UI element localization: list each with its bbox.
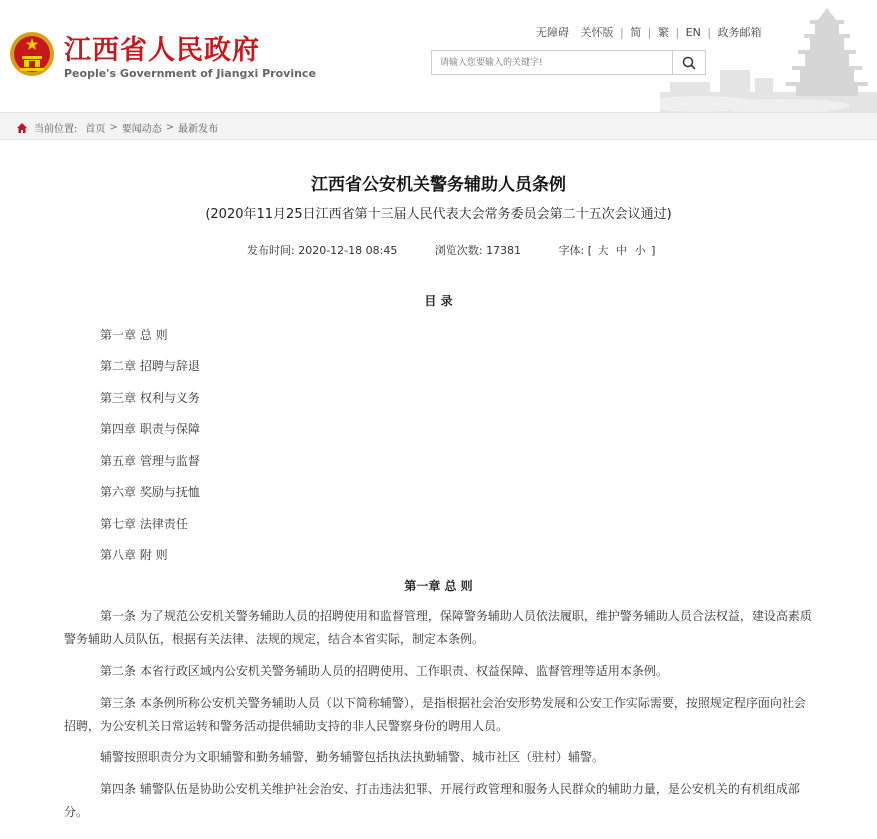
article-paragraph: 第二条 本省行政区域内公安机关警务辅助人员的招聘使用、工作职责、权益保障、监督管理等适用本条例。: [100, 664, 668, 678]
toc-item: 第四章 职责与保障: [100, 422, 200, 436]
separator: |: [620, 26, 624, 39]
search-button[interactable]: [672, 51, 705, 74]
traditional-chinese-link[interactable]: 繁: [657, 26, 669, 39]
article-paragraph: 辅警按照职责分为文职辅警和勤务辅警，勤务辅警包括执法执勤辅警、城市社区（驻村）辅警。: [100, 750, 605, 764]
view-count-label: 浏览次数:: [434, 244, 483, 257]
search-icon: [682, 56, 696, 70]
toc-item: 第六章 奖励与抚恤: [100, 485, 200, 499]
breadcrumb: [16, 120, 218, 135]
site-subtitle: People's Government of Jiangxi Province: [64, 67, 316, 80]
font-medium-button[interactable]: 中: [616, 244, 628, 257]
toc-item: 第七章 法律责任: [100, 517, 188, 531]
toc-heading: 目 录: [424, 294, 453, 308]
government-mail-link[interactable]: 政务邮箱: [717, 26, 762, 39]
toc-item: 第一章 总 则: [100, 328, 168, 342]
search-box: [431, 50, 706, 75]
chapter-heading: 第一章 总 则: [404, 579, 473, 593]
breadcrumb-latest[interactable]: 最新发布: [178, 124, 219, 135]
toc-item: 第八章 附 则: [100, 548, 168, 562]
article-paragraph: 第四条 辅警队伍是协助公安机关维护社会治安、打击违法犯罪、开展行政管理和服务人民群众的辅助力量，是公安机关的有机组成部分。: [64, 782, 800, 819]
english-link[interactable]: EN: [685, 26, 701, 39]
separator: |: [647, 26, 652, 39]
breadcrumb-arrow: >: [165, 122, 175, 133]
view-count: 17381: [486, 244, 522, 257]
top-links: [536, 24, 762, 40]
article-paragraph: 第一条 为了规范公安机关警务辅助人员的招聘使用和监督管理，保障警务辅助人员依法履职，维护警务辅助人员合法权益，建设高素质警务辅助人员队伍，根据有关法律、法规的规定，结合本省实际，制定本条例。: [64, 609, 812, 646]
toc-item: 第五章 管理与监督: [100, 454, 200, 468]
breadcrumb-prefix: 当前位置:: [34, 124, 78, 135]
accessibility-link[interactable]: 无障碍: [536, 26, 569, 39]
elderly-mode-link[interactable]: 关怀版: [580, 26, 614, 39]
site-header: [0, 0, 877, 112]
toc-item: 第三章 权利与义务: [100, 391, 200, 405]
toc-item: 第二章 招聘与辞退: [100, 359, 200, 373]
separator: |: [707, 26, 712, 39]
article-meta: [247, 242, 655, 258]
separator: |: [675, 26, 680, 39]
article-paragraph: 第三条 本条例所称公安机关警务辅助人员（以下简称辅警），是指根据社会治安形势发展和公安工作实际需要，按照规定程序面向社会招聘，为公安机关日常运转和警务活动提供辅助支持的非人民警察身份的聘用人员。: [64, 696, 806, 733]
font-bracket-close: ]: [651, 244, 656, 257]
font-small-button[interactable]: 小: [634, 244, 646, 257]
home-icon: [16, 122, 28, 134]
site-title[interactable]: 江西省人民政府: [64, 35, 260, 66]
publish-time: 2020-12-18 08:45: [298, 244, 398, 257]
breadcrumb-arrow: >: [109, 122, 118, 133]
font-size-label: 字体:: [558, 244, 585, 257]
breadcrumb-home[interactable]: 首页: [85, 124, 106, 135]
article-title: 江西省公安机关警务辅助人员条例: [311, 175, 566, 195]
national-emblem-icon: [8, 30, 56, 78]
search-input[interactable]: [432, 51, 672, 74]
publish-time-label: 发布时间:: [247, 244, 295, 257]
breadcrumb-news[interactable]: 要闻动态: [121, 124, 162, 135]
article-subtitle: (2020年11月25日江西省第十三届人民代表大会常务委员会第二十五次会议通过): [205, 207, 672, 222]
font-bracket-open: [: [587, 244, 593, 257]
font-large-button[interactable]: 大: [597, 244, 609, 257]
simplified-chinese-link[interactable]: 简: [630, 26, 642, 39]
